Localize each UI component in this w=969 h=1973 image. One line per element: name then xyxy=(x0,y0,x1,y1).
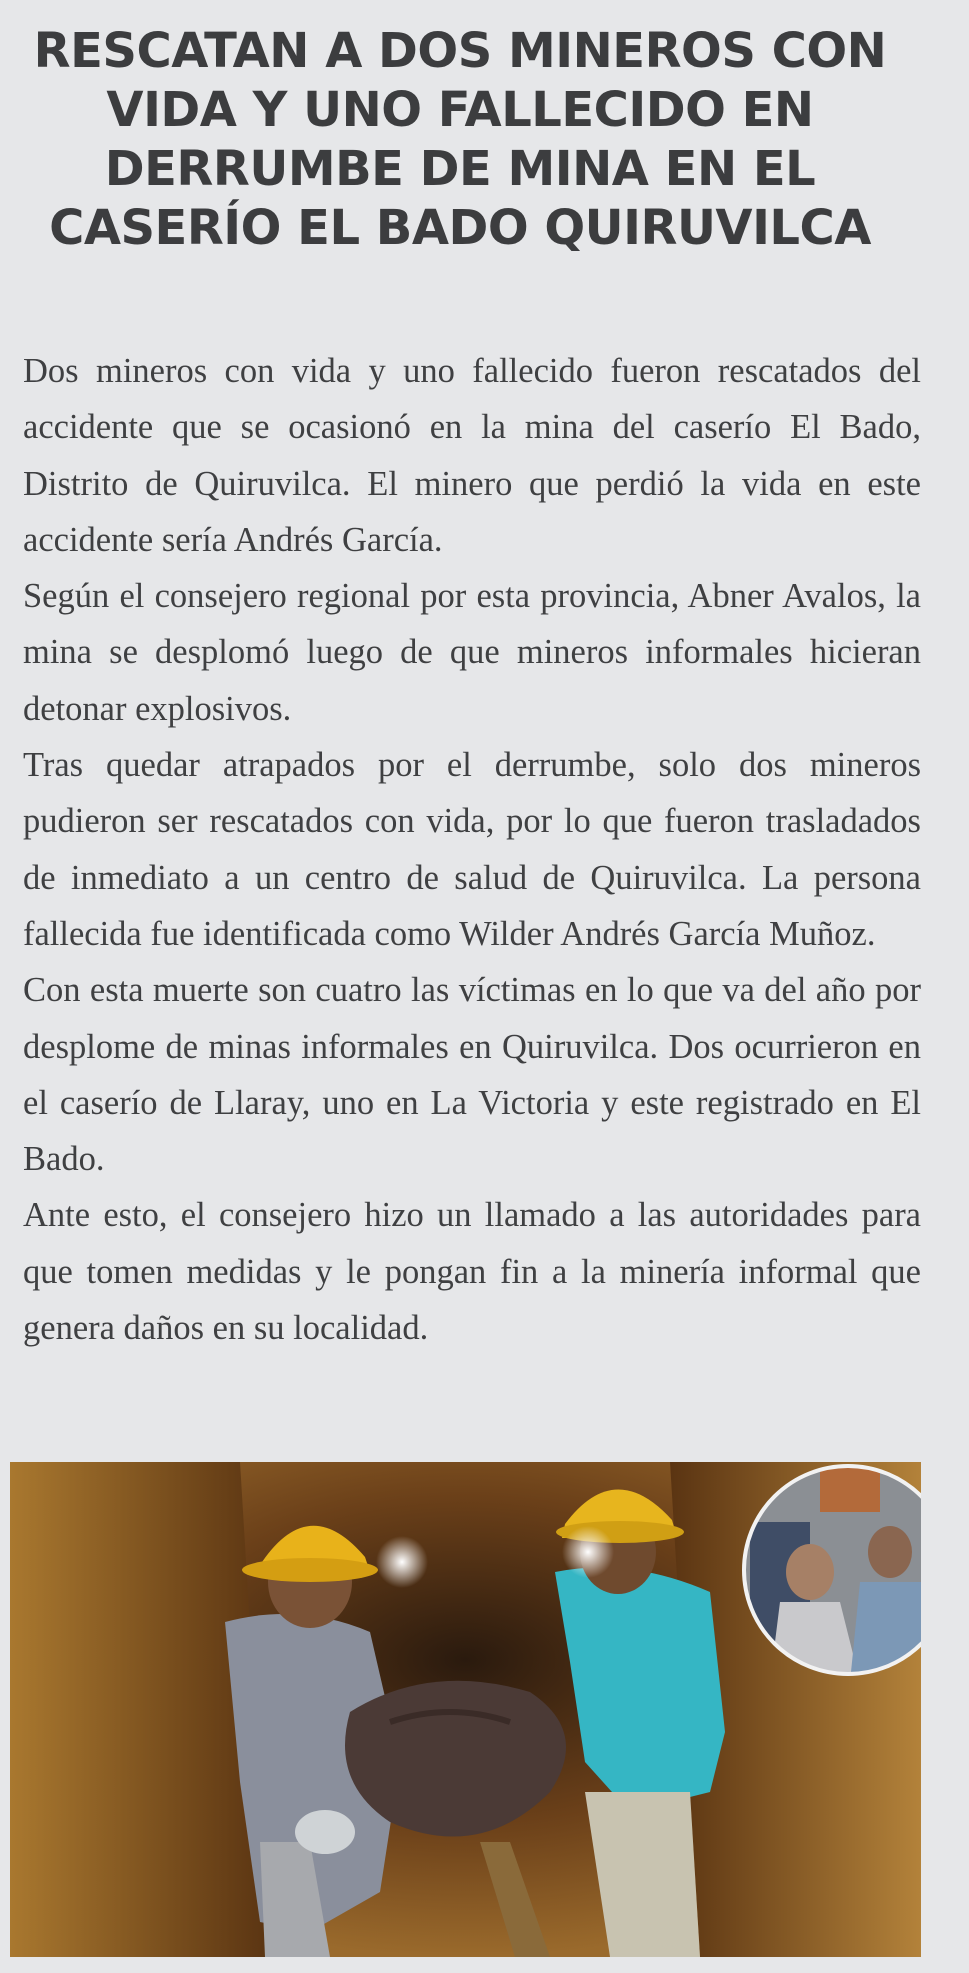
article-paragraph: Según el consejero regional por esta provincia, Abner Avalos, la mina se desplomó luego de que mineros informales hicieran detonar explosivos. xyxy=(23,577,921,728)
article-paragraph: Tras quedar atrapados por el derrumbe, solo dos mineros pudieron ser rescatados con vida, por lo que fueron trasladados de inmediato a un centro de salud de Quiruvilca. La persona fallecida fue identificada como Wilder Andrés García Muñoz. xyxy=(23,746,921,953)
article-paragraph: Ante esto, el consejero hizo un llamado a las autoridades para que tomen medidas y le pongan fin a la minería informal que genera daños en su localidad. xyxy=(23,1196,921,1348)
article-body xyxy=(23,343,921,1356)
rescue-photo xyxy=(10,1462,921,1957)
article-headline: RESCATAN A DOS MINEROS CON VIDA Y UNO FALLECIDO EN DERRUMBE DE MINA EN EL CASERÍO EL BADO QUIRUVILCA xyxy=(33,23,887,256)
article-paragraph: Dos mineros con vida y uno fallecido fueron rescatados del accidente que se ocasionó en la mina del caserío El Bado, Distrito de Quiruvilca. El minero que perdió la vida en este accidente sería Andrés García. xyxy=(23,352,921,559)
article-paragraph: Con esta muerte son cuatro las víctimas en lo que va del año por desplome de minas informales en Quiruvilca. Dos ocurrieron en el caserío de Llaray, uno en La Victoria y este registrado en El Bado. xyxy=(23,971,921,1179)
